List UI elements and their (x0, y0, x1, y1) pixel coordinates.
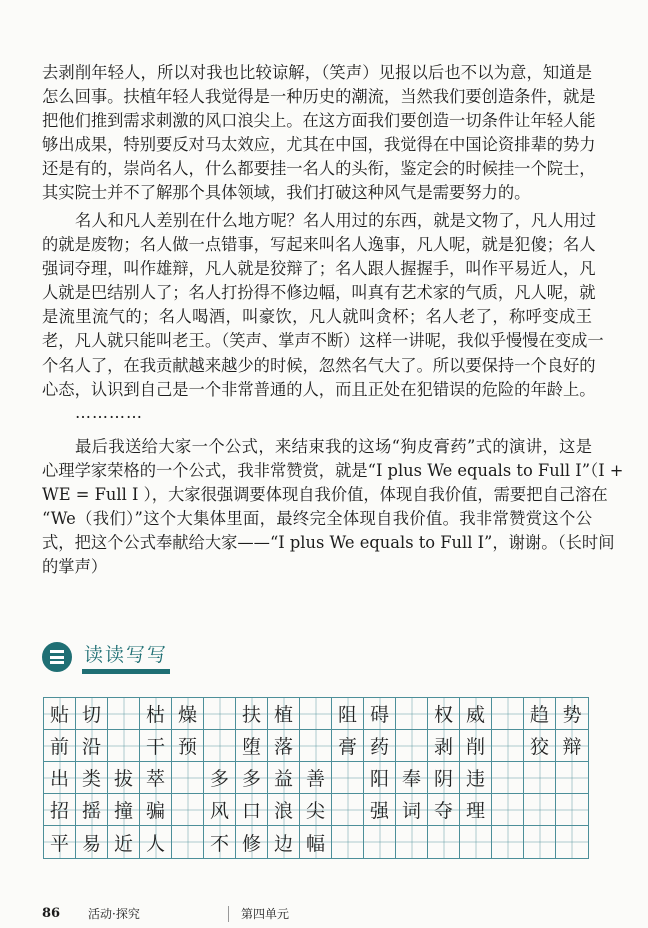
grid-cell (300, 826, 332, 858)
grid-cell (236, 762, 268, 794)
grid-character: 浪 (273, 800, 293, 822)
grid-character: 尖 (305, 800, 325, 822)
vocabulary-grid (43, 697, 589, 859)
grid-cell (108, 730, 140, 762)
grid-character: 边 (273, 832, 293, 855)
grid-cell (204, 794, 236, 826)
grid-cell (76, 698, 108, 730)
grid-cell (300, 698, 332, 730)
grid-cell (268, 826, 300, 858)
grid-cell (300, 762, 332, 794)
grid-character: 撞 (113, 800, 133, 822)
paragraph-2 (42, 209, 604, 402)
grid-cell (140, 794, 172, 826)
grid-cell (524, 730, 556, 762)
grid-cell (524, 762, 556, 794)
grid-cell (396, 730, 428, 762)
grid-cell (524, 794, 556, 826)
text-line: 的掌声） (42, 557, 108, 577)
grid-character: 狡 (529, 736, 549, 758)
grid-cell (172, 698, 204, 730)
grid-cell (492, 794, 524, 826)
grid-character: 人 (145, 832, 165, 855)
grid-cell (300, 730, 332, 762)
grid-cell (332, 826, 364, 858)
grid-cell (492, 762, 524, 794)
grid-character: 夺 (433, 800, 453, 822)
grid-character: 权 (433, 704, 453, 726)
section-number-icon (42, 642, 72, 672)
grid-cell (364, 826, 396, 858)
grid-cell (44, 762, 76, 794)
grid-cell (556, 762, 588, 794)
grid-character: 预 (177, 736, 197, 758)
grid-character: 扶 (241, 704, 261, 726)
grid-cell (76, 826, 108, 858)
grid-character: 口 (241, 800, 261, 822)
grid-cell (108, 826, 140, 858)
grid-cell (524, 826, 556, 858)
grid-character: 修 (241, 832, 261, 855)
grid-character: 益 (273, 768, 293, 790)
grid-character: 违 (465, 768, 485, 790)
grid-cell (76, 794, 108, 826)
grid-cell (396, 794, 428, 826)
grid-character: 摇 (81, 800, 101, 822)
grid-cell (460, 826, 492, 858)
grid-cell (172, 762, 204, 794)
grid-cell (556, 826, 588, 858)
grid-character: 类 (81, 768, 101, 790)
grid-cell (332, 762, 364, 794)
grid-character: 枯 (145, 704, 165, 726)
grid-cell (236, 698, 268, 730)
grid-cell (396, 698, 428, 730)
grid-cell (44, 794, 76, 826)
grid-character: 碍 (369, 704, 389, 726)
grid-cell (76, 730, 108, 762)
paragraph-3 (42, 435, 624, 580)
grid-character: 萃 (145, 768, 165, 790)
text-line: 去剥削年轻人，所以对我也比较谅解，（笑声）见报以后也不以为意，知道是 (42, 63, 592, 82)
text-line: 把他们推到需求刺激的风口浪尖上。在这方面我们要创造一切条件让年轻人能 (42, 111, 596, 131)
grid-cell (268, 698, 300, 730)
grid-cell (204, 826, 236, 858)
grid-cell (108, 698, 140, 730)
grid-character: 近 (113, 832, 133, 855)
grid-cell (428, 698, 460, 730)
grid-character: 词 (401, 800, 421, 822)
grid-character: 干 (145, 736, 165, 758)
grid-character: 不 (209, 832, 229, 855)
grid-cell (268, 762, 300, 794)
grid-cell (332, 730, 364, 762)
grid-character: 膏 (337, 736, 357, 758)
grid-cell (172, 730, 204, 762)
text-line: 还是有的，崇尚名人，什么都要挂一名人的头衔，鉴定会的时候挂一个院士， (42, 159, 596, 179)
grid-cell (428, 794, 460, 826)
grid-character: 威 (465, 704, 485, 726)
unit-label: 第四单元 (241, 907, 290, 921)
grid-cell (364, 730, 396, 762)
grid-cell (268, 730, 300, 762)
section-label: 活动·探究 (88, 907, 140, 921)
grid-cell (300, 794, 332, 826)
grid-cell (268, 794, 300, 826)
grid-cell (364, 762, 396, 794)
grid-cell (364, 698, 396, 730)
grid-character: 切 (81, 704, 101, 726)
grid-cell (428, 730, 460, 762)
text-line: 心态，认识到自己是一个非常普通的人，而且正处在犯错误的危险的年龄上。 (42, 379, 596, 399)
ellipsis: ………… (75, 403, 143, 422)
text-line: 够出成果，特别要反对马太效应，尤其在中国，我觉得在中国论资排辈的势力 (42, 135, 596, 155)
grid-character: 出 (49, 768, 69, 790)
grid-character: 阳 (369, 768, 389, 790)
section-title: 读读写写 (82, 640, 170, 674)
grid-character: 堕 (241, 736, 261, 758)
grid-character: 多 (209, 768, 229, 790)
grid-cell (204, 762, 236, 794)
grid-cell (396, 826, 428, 858)
grid-cell (460, 794, 492, 826)
grid-character: 辩 (562, 736, 582, 758)
grid-cell (460, 762, 492, 794)
grid-cell (140, 762, 172, 794)
grid-character: 前 (49, 736, 69, 758)
grid-character: 奉 (401, 768, 421, 790)
grid-cell (44, 698, 76, 730)
page-footer (42, 905, 289, 922)
grid-cell (44, 730, 76, 762)
text-line: 最后我送给大家一个公式，来结束我的这场“狗皮膏药”式的演讲，这是 (75, 437, 592, 456)
footer-divider (228, 906, 229, 922)
grid-cell (364, 794, 396, 826)
grid-character: 幅 (305, 832, 325, 855)
grid-cell (524, 698, 556, 730)
grid-cell (236, 730, 268, 762)
grid-character: 招 (49, 800, 69, 822)
grid-character: 善 (305, 768, 325, 790)
grid-character: 平 (49, 832, 69, 855)
grid-cell (428, 762, 460, 794)
grid-cell (44, 826, 76, 858)
grid-cell (76, 762, 108, 794)
text-line: 其实院士并不了解那个具体领域，我们打破这种风气是需要努力的。 (42, 183, 531, 203)
text-line: 名人和凡人差别在什么地方呢？名人用过的东西，就是文物了，凡人用过 (75, 211, 597, 230)
grid-cell (140, 698, 172, 730)
text-line: “We（我们）”这个大集体里面，最终完全体现自我价值。我非常赞赏这个公 (42, 509, 592, 529)
grid-character: 剥 (433, 736, 453, 758)
grid-cell (460, 698, 492, 730)
grid-cell (396, 762, 428, 794)
grid-character: 植 (273, 704, 293, 726)
page-number: 86 (42, 906, 61, 921)
text-line: 个名人了，在我贡献越来越少的时候，忽然名气大了。所以要保持一个良好的 (42, 355, 596, 375)
grid-cell (332, 794, 364, 826)
grid-character: 阻 (337, 704, 357, 726)
grid-cell (492, 730, 524, 762)
grid-character: 趋 (529, 704, 549, 726)
grid-cell (428, 826, 460, 858)
grid-character: 药 (369, 736, 389, 758)
grid-cell (172, 826, 204, 858)
grid-cell (140, 730, 172, 762)
grid-character: 强 (369, 800, 389, 822)
grid-character: 沿 (81, 736, 101, 758)
text-line: 人就是巴结别人了；名人打扮得不修边幅，叫真有艺术家的气质，凡人呢，就 (42, 283, 596, 303)
text-line: 心理学家荣格的一个公式，我非常赞赏，就是“I plus We equals to Full I”（I + (42, 461, 624, 481)
grid-character: 势 (562, 704, 582, 726)
paragraph-1 (42, 61, 596, 206)
grid-character: 阴 (433, 768, 453, 790)
grid-character: 削 (465, 736, 485, 758)
text-line: 强词夺理，叫作雄辩，凡人就是狡辩了；名人跟人握握手，叫作平易近人，凡 (42, 259, 596, 279)
text-line: WE = Full I ），大家很强调要体现自我价值，体现自我价值，需要把自己溶在 (42, 485, 608, 505)
grid-cell (332, 698, 364, 730)
grid-character: 骗 (145, 800, 165, 822)
grid-cell (556, 730, 588, 762)
grid-character: 易 (81, 832, 101, 855)
grid-cell (492, 826, 524, 858)
grid-cell (172, 794, 204, 826)
grid-cell (108, 762, 140, 794)
grid-cell (204, 698, 236, 730)
text-line: 的就是废物；名人做一点错事，写起来叫名人逸事，凡人呢，就是犯傻；名人 (42, 235, 596, 255)
grid-character: 理 (465, 800, 485, 822)
text-line: 老，凡人就只能叫老王。（笑声、掌声不断）这样一讲呢，我似乎慢慢在变成一 (42, 331, 604, 351)
grid-cell (140, 826, 172, 858)
text-line: 式，把这个公式奉献给大家——“I plus We equals to Full I”，谢谢。（长时间 (42, 533, 615, 553)
grid-cell (204, 730, 236, 762)
grid-character: 多 (241, 768, 261, 790)
grid-cell (556, 794, 588, 826)
grid-character: 拔 (113, 768, 133, 790)
grid-character: 贴 (49, 704, 69, 726)
grid-cell (492, 698, 524, 730)
text-line: 是流里流气的；名人喝酒，叫豪饮，凡人就叫贪杯；名人老了，称呼变成王 (42, 307, 592, 327)
grid-cell (556, 698, 588, 730)
grid-cell (236, 794, 268, 826)
grid-character: 燥 (177, 704, 197, 726)
grid-cell (108, 794, 140, 826)
grid-character: 风 (209, 800, 229, 822)
text-line: 怎么回事。扶植年轻人我觉得是一种历史的潮流，当然我们要创造条件，就是 (42, 87, 596, 107)
grid-character: 落 (273, 736, 293, 758)
grid-cell (236, 826, 268, 858)
section-heading (42, 640, 170, 674)
grid-cell (460, 730, 492, 762)
